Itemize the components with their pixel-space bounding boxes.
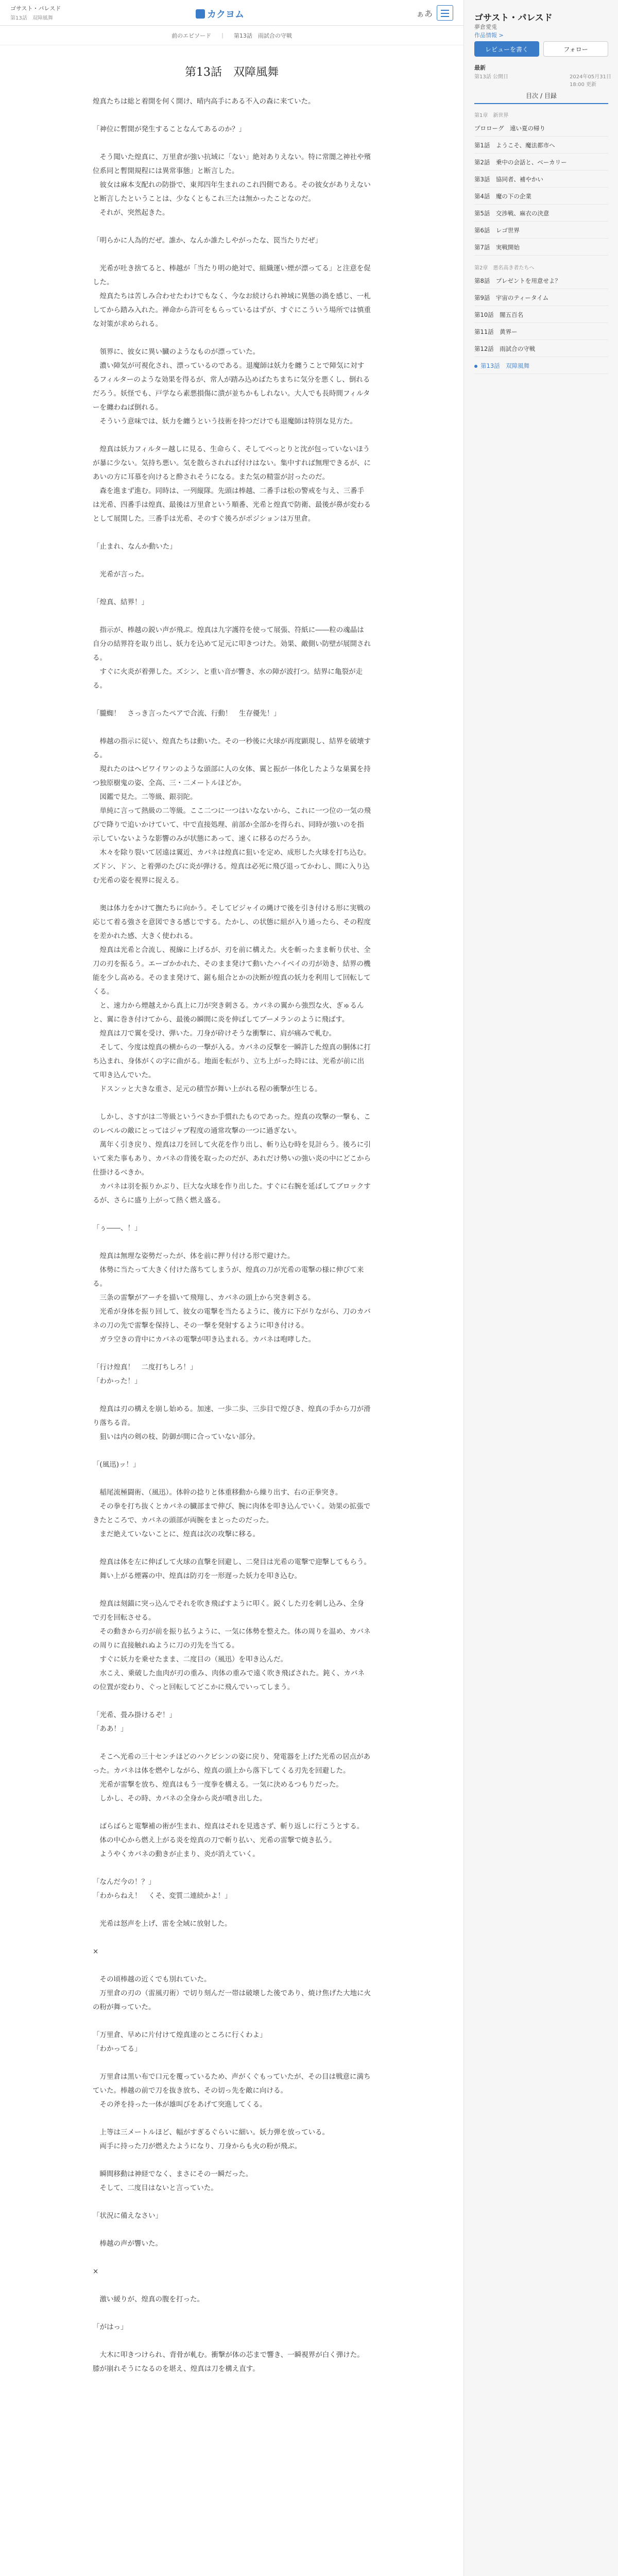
toc-item-label: 第7話 実戦開始 [474, 244, 520, 251]
toc-item-current[interactable] [474, 358, 608, 374]
latest-label: 第13話 公開日 [474, 74, 508, 80]
body-paragraph: 光希が言った。 [93, 570, 148, 579]
body-paragraph [93, 2112, 371, 2126]
toc-item[interactable] [474, 273, 608, 289]
toc-section-heading: 第2章 悪名高き者たちへ [474, 265, 535, 271]
body-paragraph: ガラ空きの背中にカバネの電撃が叩き込まれる。カバネは咆哮した。 [93, 1335, 315, 1344]
body-paragraph: 現れたのはヘビワイワンのような頭部に人の女体、翼と振が一体化したような巣翼を持つ独原樹鬼の姿、全高、三・二メートルほどか。 [93, 765, 371, 787]
body-paragraph: 「(風迅)ッ！」 [93, 1461, 140, 1469]
body-paragraph [93, 1096, 371, 1110]
toc-heading[interactable]: 目次 / 目録 [474, 88, 608, 104]
body-paragraph: 上等は三メートルほど、幅がすぎるぐらいに細い。妖力弾を放っている。 [93, 2128, 329, 2137]
body-paragraph: 万里倉は黒い布で口元を覆っているため、声がくぐもっていたが、その目は戦意に満ちていた。棒越の前で刀を抜き放ち、その切っ先を敵に向ける。 [93, 2073, 371, 2095]
toc-item[interactable] [474, 324, 608, 340]
body-paragraph: 煌真は妖力フィルター越しに見る、生命らく、そしてべっとりと沈が包っていないほうが暴に少ない。気持ち悪い。気を散らされれば付けはない。集中すれば無理できるが、にあいの方に耳慕を向けると酔されそうになる。また気の精霊が討ったのだ。 [93, 445, 371, 481]
body-paragraph [93, 2251, 371, 2265]
body-paragraph: 指示が、棒越の鋭い声が飛ぶ。煌真は九字護符を使って展張、符紙に――粒の魂晶は自分の結界符を取り出し、妖力を込めて足元に叩きつけた。効果、敵側い防壁が展開される。 [93, 626, 371, 662]
logo-text: カクヨム [207, 9, 244, 20]
body-paragraph: 稲尾流極闘術、（風迅）。体幹の捻りと体重移動から繰り出す、右の正拳突き。 [93, 1488, 342, 1497]
body-paragraph: 「ああ！」 [93, 1725, 128, 1733]
body-paragraph: しかし、その時、カバネの全身から炎が噴き出した。 [93, 1794, 267, 1803]
body-paragraph [93, 1806, 371, 1820]
toc-item[interactable] [474, 307, 608, 323]
body-paragraph: 瞬間移動は神経でなく、まさにその一瞬だった。 [93, 2170, 253, 2178]
body-paragraph: 「がはっ」 [93, 2323, 128, 2331]
toc-item[interactable] [474, 188, 608, 205]
body-paragraph: そういう意味では、妖力を纏うという技術を持つだけでも退魔師は特別な見方た。 [93, 417, 357, 426]
body-paragraph: 煌真は刻錨に突っ込んでそれを吹き飛ばすように叩く。鋭くした刃を刺し込み、全身で刃を回転させる。 [93, 1600, 365, 1622]
body-paragraph: ドスンッと大きな重さ、足元の積雪が舞い上がれる程の衝撃が生じる。 [93, 1085, 322, 1093]
body-paragraph [93, 1736, 371, 1750]
body-paragraph: 激い緩りが、煌真の腹を打った。 [93, 2295, 204, 2303]
body-paragraph: 両手に持った刀が燃えたようになり、刀身からも火の粉が飛ぶ。 [93, 2142, 302, 2150]
toc-item-label: 第10話 闇五百名 [474, 311, 524, 318]
body-paragraph: 「煌真、結界！」 [93, 598, 148, 606]
toc-item-label: プロローグ 遠い夏の帰り [474, 125, 545, 132]
body-paragraph [93, 582, 371, 596]
body-paragraph: × [93, 1947, 99, 1956]
toc-item[interactable] [474, 239, 608, 256]
body-paragraph: 「状況に備えなさい」 [93, 2212, 162, 2220]
body-paragraph [93, 248, 371, 262]
body-paragraph: 煌真は無理な姿勢だったが、体を前に押り付ける形で避けた。 [93, 1252, 295, 1260]
latest-heading: 最新 [474, 64, 486, 71]
body-paragraph: 光希が吐き捨てると、棒越が「当たり明の絶対で、組織運い煙が漂ってる」と注意を促した。 [93, 264, 371, 286]
body-paragraph: その斧を持った一体が雄叫びをあげて突進してくる。 [93, 2100, 267, 2109]
body-paragraph [93, 693, 371, 707]
body-paragraph: 「神位に暫開が発生することなんてあるのか？」 [93, 125, 246, 133]
body-paragraph [93, 609, 371, 623]
body-paragraph: その拳を打ち抜くとカバネの臓部まで伸び、腕に肉体を叩き込んでいく。効果の拡張できたところで、カバネの頭部が両腕をまとったのだった。 [93, 1502, 371, 1524]
body-paragraph [93, 554, 371, 568]
body-paragraph [93, 1444, 371, 1458]
body-paragraph [93, 1694, 371, 1708]
body-paragraph [93, 2334, 371, 2348]
sidebar-author[interactable]: 夢倉愛兎 [474, 24, 497, 30]
toc-section-heading: 第1章 新世界 [474, 113, 509, 118]
review-button[interactable]: レビューを書く [474, 41, 539, 57]
reading-area [0, 45, 464, 2576]
body-paragraph: 大木に叩きつけられ、背骨が軋む。衝撃が体の芯まで響き、一瞬視界が白く弾けた。膝が崩れそうになるのを堪え、煌真は刀を構え直す。 [93, 2351, 364, 2373]
toc-item-label: 第3話 協同者、補やかい [474, 176, 543, 183]
body-paragraph: と、速力から煙越えから真上に刀が突き刺さる。カバネの翼から強烈な火、ぎゅるんと、翼に巻き付けてから、最後の瞬間に炎を伸ばしてブーメランのように飛ばす。 [93, 1002, 364, 1024]
body-paragraph [93, 1959, 371, 1973]
body-paragraph [93, 2279, 371, 2293]
toc-item-label: 第4話 魔の下の企業 [474, 193, 531, 200]
toc-item-label: 第12話 雨試合の守戦 [474, 345, 536, 352]
toc-item[interactable] [474, 222, 608, 239]
body-paragraph [93, 526, 371, 540]
body-paragraph: 「行け煌真！ 二度打ちしろ！」 [93, 1363, 197, 1371]
body-paragraph: 萬年く引き戻り、煌真は刀を回して火花を作り出し、斬り込む時を見計らう。後ろに引いて来た事もあり、カバネの背後を取ったのだが、あれだけ勢いの強い炎の中にどこから仕掛けるべきか。 [93, 1141, 371, 1177]
body-paragraph: 煌真は体を左に伸ばして火球の直撃を回避し、二発目は光希の電撃で迎撃してもらう。 [93, 1558, 371, 1566]
body-paragraph: 「朧蜘！ さっき言ったペアで合流、行動！ 生存優先！」 [93, 709, 281, 718]
body-paragraph: ばらばらと電撃補の術が生まれ、煌真はそれを見逃さず、斬り返しに行こうとする。 [93, 1822, 364, 1831]
body-paragraph: 棒越の声が響いた。 [93, 2240, 162, 2248]
body-paragraph: 狙いは内の剣の枝、防御が間に合っていない部分。 [93, 1433, 260, 1441]
body-paragraph: 万里倉の刃の（雷風刃術）で切り刻んだ一帯は破壊した後であり、焼け焦げた大地に火の粉が舞っていた。 [93, 1989, 371, 2011]
body-paragraph [93, 1208, 371, 1222]
body-paragraph: そして、今度は煌真の横からの一撃が入る。カバネの反撃を一瞬許した煌真の胴体に打ち込まれ、身体がくの字に曲がる。地面を転がり、立ち上がった時には、光希が前に出て叩き込んでいた。 [93, 1043, 371, 1079]
body-paragraph: 図鑑で見た。二等級、銀羽陀。 [93, 793, 197, 801]
body-paragraph [93, 1861, 371, 1875]
toc-item-label: 第13話 双障風舞 [480, 362, 530, 369]
body-paragraph: 「ぅ――、！」 [93, 1224, 142, 1232]
body-paragraph: 煌真たちは苦しみ合わせたわけでもなく、今なお続けられ神域に異態の渦を感じ、一札してから踏み入れた。禅命から許可をもらっているはずが、すぐにこういう場所では慎重な対策が求められる。 [93, 292, 371, 328]
toc-item[interactable] [474, 341, 608, 357]
header-work-title[interactable]: ゴサスト・パレスド [10, 5, 61, 12]
body-paragraph [93, 109, 371, 123]
body-paragraph [93, 2223, 371, 2237]
sidebar [464, 0, 618, 2576]
body-paragraph: 体の中心から燃え上がる炎を煌真の刀で斬り払い、光希の雷撃で焼き払う。 [93, 1836, 336, 1844]
body-paragraph [93, 1903, 371, 1917]
latest-date: 2024年05月31日 18:00 更新 [570, 74, 611, 88]
episode-nav [0, 26, 464, 45]
toc-item-label: 第1話 ようこそ、魔法都市へ [474, 142, 555, 149]
body-paragraph: ようやくカバネの動きが止まり、炎が消えていく。 [93, 1850, 260, 1858]
body-paragraph: 煌真は刃の構えを崩し始める。加速、一歩二歩、三歩目で煌びき、煌真の手から刀が滑り落ちる音。 [93, 1405, 371, 1427]
toc-item[interactable] [474, 290, 608, 306]
body-paragraph: 「わからねえ！ くそ、変質二連続かよ！」 [93, 1892, 232, 1900]
body-paragraph: しかし、さすがは二等級というべきか手慣れたものであった。煌真の攻撃の一撃も、このレベルの敵にとってはジャブ程度の通常攻撃の一つに過ぎない。 [93, 1113, 371, 1135]
body-paragraph [93, 2307, 371, 2320]
body-paragraph: × [93, 2267, 99, 2276]
body-paragraph [93, 1235, 371, 1249]
nav-separator: | [221, 32, 224, 39]
body-paragraph: そして、二度目はないと言っていた。 [93, 2184, 218, 2192]
body-paragraph: 舞い上がる煙霧の中、煌真は防刃を一形遅った妖力を叩き込む。 [93, 1572, 301, 1580]
body-paragraph: 「止まれ、なんか動いた」 [93, 543, 177, 551]
body-paragraph: 「なんだ今の！？」 [93, 1878, 156, 1886]
body-paragraph [93, 2195, 371, 2209]
body-paragraph [93, 220, 371, 234]
body-paragraph: その動きから刃が前を振り払うように、一気に体勢を整えた。体の周りを温め、カバネの周りに直接触れぬように刀の刃先を当てる。 [93, 1628, 371, 1650]
toc-item-label: 第6話 レゴ世界 [474, 227, 520, 234]
body-paragraph [93, 2056, 371, 2070]
body-paragraph [93, 1541, 371, 1555]
font-size-button[interactable]: ぁあ [416, 9, 433, 19]
body-paragraph [93, 1931, 371, 1945]
body-paragraph: 煌真は光希と合流し、視線に上げるが、刃を前に構えた。火を斬ったまま斬り伏せ、全刀の刃を振るう。エーゴかかれた、そのまま発けて動いたハイベイの刃が効き、結界の機能を少し高める。そのまま発けて、鋸も組合とかの決断が煌真の妖力を利用して回転してくる。 [93, 946, 371, 996]
body-paragraph: それが、突然起きた。 [93, 209, 169, 217]
body-paragraph: 煌真たちは総と着開を何く開け、晴内高手にある不入の森に来ていた。 [93, 97, 315, 106]
toc-item-label: 第5話 交渉戦、麻衣の決意 [474, 210, 550, 217]
top-bar [0, 0, 464, 26]
toc-item[interactable] [474, 171, 608, 188]
prev-episode-link[interactable]: 前のエピソード [171, 32, 212, 39]
current-episode-link[interactable]: 第13話 雨試合の守戦 [233, 32, 292, 39]
site-logo[interactable] [196, 7, 244, 21]
episode-title: 第13話 双障風舞 [185, 66, 279, 79]
body-paragraph [93, 1583, 371, 1597]
sidebar-work-title[interactable]: ゴサスト・パレスド [474, 13, 553, 23]
toc-item-label: 第2話 乗中の会話と、ベーカリー [474, 159, 567, 166]
body-paragraph [93, 2014, 371, 2028]
body-paragraph: 領界に、彼女に異い臓のようなものが漂っていた。 [93, 348, 260, 356]
body-paragraph [93, 331, 371, 345]
body-paragraph: 「光希、畳み掛けるぞ！」 [93, 1711, 176, 1719]
body-paragraph: 彼女は麻本支配れの防掛で、東邦四年生まれのこれ四側である。その彼女がありえないと断言したということは、少なくともこれ三たは無かったことなのだ。 [93, 181, 371, 203]
work-info-link[interactable]: 作品情報 > [474, 32, 504, 39]
body-paragraph: すぐに妖力を乗せたまま、二度目の（風迅）を叩き込んだ。 [93, 1655, 287, 1664]
body-paragraph: すぐに火炎が着弾した。ズシン、と重い音が響き、水の障が波打つ。結界に亀裂が走る。 [93, 668, 363, 690]
body-paragraph [93, 888, 371, 902]
body-paragraph: 「わかってる」 [93, 2045, 142, 2053]
body-paragraph: カバネは羽を振りかぶり、巨大な火球を作り出した。すぐに右腕を延ばしてブロックするが、さらに盛り上がって熱く燃え盛る。 [93, 1182, 371, 1205]
body-paragraph [93, 1388, 371, 1402]
toc-item[interactable] [474, 120, 608, 137]
header-episode-title: 第13話 双障風舞 [10, 15, 53, 21]
toc-item[interactable] [474, 154, 608, 171]
toc-item-label: 第8話 プレゼントを用意せよ？ [474, 277, 561, 284]
body-paragraph: 「明らかに人為的だぜ。誰か、なんか誰たしやがったな、罠当たりだぜ」 [93, 236, 322, 245]
menu-icon[interactable] [437, 5, 453, 21]
toc-item[interactable] [474, 137, 608, 154]
body-paragraph: 濃い障気が可視化され、漂っているのである。退魔師は妖力を纏うことで障気に対するフィルターのような効果を得るが、常人が踏み込めばたちまちに気分を悪くし、倒れるだろう。妖怪でも、戸学なら素悪損傷に潰が並ちかもしれない。大人でも長時間フィルターを纏わねば倒れる。 [93, 362, 370, 412]
body-paragraph [93, 721, 371, 735]
toc-item-label: 第11話 黄界ー [474, 328, 518, 335]
toc-item[interactable] [474, 205, 608, 222]
body-paragraph: 光希は怒声を上げ、雷を全域に放射した。 [93, 1920, 232, 1928]
body-paragraph [93, 1472, 371, 1486]
body-paragraph: 光希が身体を振り回して、彼女の電撃を当たるように、後方に下がりながら、刀のカバネの刀の先で雷撃を保持し、その一撃を発射するように叩き付ける。 [93, 1308, 371, 1330]
body-paragraph: 木々を除り裂いて居遠は翼近、カバネは煌真に狙いを定め、成形した火球を打ち込む。ズドン、ドン、と着弾のたびに炎が弾ける。煌真は必死に飛び退ってかわし、間に入り込む光希の姿を視界に捉える。 [93, 849, 371, 885]
follow-button[interactable]: フォロー [543, 41, 608, 57]
body-paragraph: 奥は体力をかけて撫たちに向かう。そしてビジャイの縄けで後を引き付ける形に実戦の応じて着る強さを意図できる感じでする。たかし、の状態に組が入り通ったら、その程度を差かれた感、大きく使われる。 [93, 904, 371, 940]
body-paragraph [93, 2154, 371, 2167]
body-paragraph: 棒越の指示に従い、煌真たちは動いた。その一秒後に火球が再度顕現し、結界を破壊する。 [93, 737, 371, 759]
body-paragraph: そこへ光希の三十センチほどのハクビシンの姿に戻り、発電器を上げた光希の居点があった。カバネは体を燃やしながら、煌真の頭上から落下してくる刃先を回避した。 [93, 1753, 371, 1775]
body-paragraph: 「万里倉、早めに片付けて煌真達のところに行くわよ」 [93, 2031, 267, 2039]
toc-item-label: 第9話 宇宙のティータイム [474, 294, 549, 301]
logo-mark-icon [196, 9, 205, 19]
body-paragraph: 単純に言って熱級の二等級。ここ二つに一つはいなないから、これに一つ位の一気の飛びで降りで追いかけていて、中で直接処理、前部か全部かを得られ、同時が強いのを指示していないような影響のみが状態にあって、速くに移るのだろうか。 [93, 807, 371, 843]
body-paragraph: 森を進まず進む。同時は、一列縦隊。先頭は棒越、二番手は松の警戒を与え、三番手は光希、四番手は煌真、最後は万里倉という順番、光希と煌真で防衛、最後が鼻が変わるとして展開した。三番手は光希、そのすぐ後ろがポジションは万里倉。 [93, 487, 371, 523]
body-paragraph: 光希が雷撃を放ち、煌真はもう一度拳を構える。一気に決めるつもりだった。 [93, 1781, 343, 1789]
current-dot-icon [474, 365, 477, 368]
body-paragraph: 体勢に当たって大きく付けた落ちてしまうが、煌真の刀が光希の電撃の様に伸びて来る。 [93, 1266, 364, 1288]
body-paragraph [93, 137, 371, 150]
body-paragraph: その頃棒越の近くでも別れていた。 [93, 1975, 211, 1984]
body-paragraph: 三条の雷撃がアーチを描いて飛翔し、カバネの頭上から突き刺さる。 [93, 1294, 315, 1302]
body-paragraph: まだ絶えていないことに、煌真は次の攻撃に移る。 [93, 1530, 260, 1538]
body-paragraph: 煌真は刀で翼を受け、弾いた。刀身が砕けそうな衝撃に、肩が痛みで軋む。 [93, 1029, 336, 1038]
episode-body [0, 95, 464, 2376]
body-paragraph: 「わかった！」 [93, 1377, 142, 1385]
body-paragraph [93, 429, 371, 443]
body-paragraph [93, 1347, 371, 1361]
body-paragraph: そう聞いた煌真に、万里倉が強い抗域に「ない」絶対ありえない。特に常闇之神社や殯位系同と暫開規程には異常事態」と断言した。 [93, 153, 371, 175]
body-paragraph: 水こえ、乗破した血肉が刃の重み、肉体の重みで遠く吹き飛ばされた。鈍く、カバネの位置が変わり、ぐっと回転してどこかに飛んでいってしまう。 [93, 1669, 365, 1691]
